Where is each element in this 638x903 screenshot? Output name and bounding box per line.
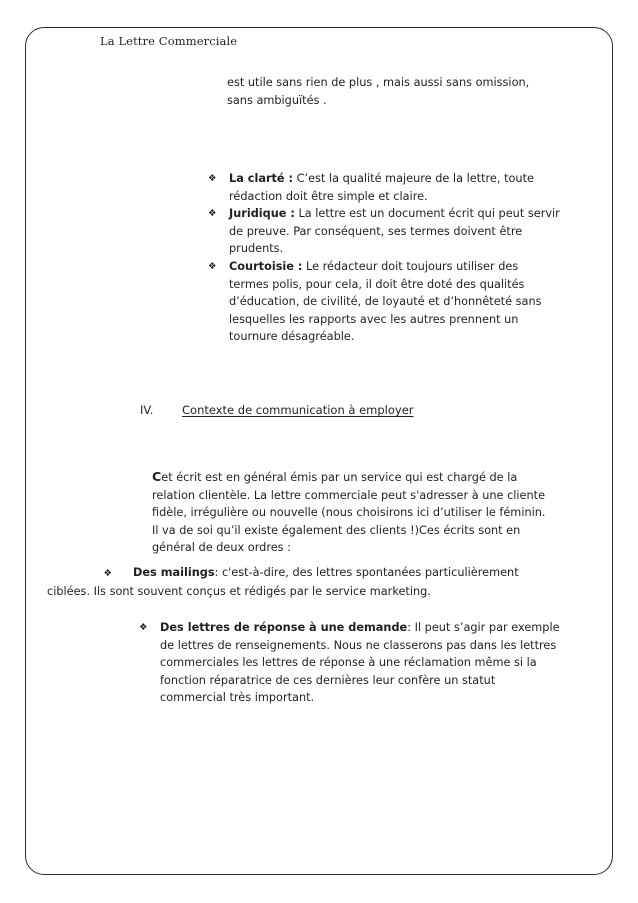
diamond-bullet-icon: ❖ [139,622,148,633]
qualities-list [208,170,560,346]
paragraph-text: et écrit est en général émis par un service qui est chargé de la relation clientèle. La lettre commerciale peut s'adresser à une cliente fidèle, irrégulière ou nouvelle (nous choisirons ici d’utiliser le féminin. Il va de soi qu’il existe également des clients !)Ces écrits sont en général de deux ordres : [152,471,546,554]
list-item-label: Juridique : [229,207,295,221]
section-number: IV. [140,403,154,417]
intro-paragraph: est utile sans rien de plus , mais aussi sans omission, sans ambiguïtés . [227,76,530,107]
paragraph-dropcap: C [152,469,162,484]
mailings-label: Des mailings [133,566,215,579]
mailings-list-item [47,564,547,600]
list-item-label: La clarté : [229,172,294,185]
list-item-text: C’est la qualité majeure de la lettre, toute rédaction doit être simple et claire. [229,172,534,203]
diamond-bullet-icon: ❖ [208,208,217,220]
section-title: Contexte de communication à employer [182,403,414,417]
response-letters-label: Des lettres de réponse à une demande [160,621,408,634]
list-item [208,170,560,205]
list-item [208,205,560,258]
document-header-title: La Lettre Commerciale [100,34,238,48]
diamond-bullet-icon: ❖ [208,173,217,184]
body-paragraph [152,468,552,557]
list-item-label: Courtoisie : [229,259,303,273]
diamond-bullet-icon: ❖ [103,568,112,579]
mailings-text: : c'est-à-dire, des lettres spontanées particulièrement ciblées. Ils sont souvent conçus et rédigés par le service marketing. [47,566,519,598]
list-item-text: La lettre est un document écrit qui peut servir de preuve. Par conséquent, ses termes doivent être prudents. [229,207,560,256]
response-letters-text: : Il peut s’agir par exemple de lettres de renseignements. Nous ne classerons pas dans les lettres commerciales les lettres de réponse à une réclamation même si la fonction réparatrice de ces dernières leur confère un statut commercial très important. [160,621,560,705]
diamond-bullet-icon: ❖ [208,260,217,272]
section-heading [140,402,414,418]
list-item-text: Le rédacteur doit toujours utiliser des termes polis, pour cela, il doit être doté des qualités d’éducation, de civilité, de loyauté et d’honnêteté sans lesquelles les rapports avec les autres prennent un tournure désagréable. [229,259,542,344]
response-letters-list-item [139,619,564,707]
list-item [208,258,560,346]
